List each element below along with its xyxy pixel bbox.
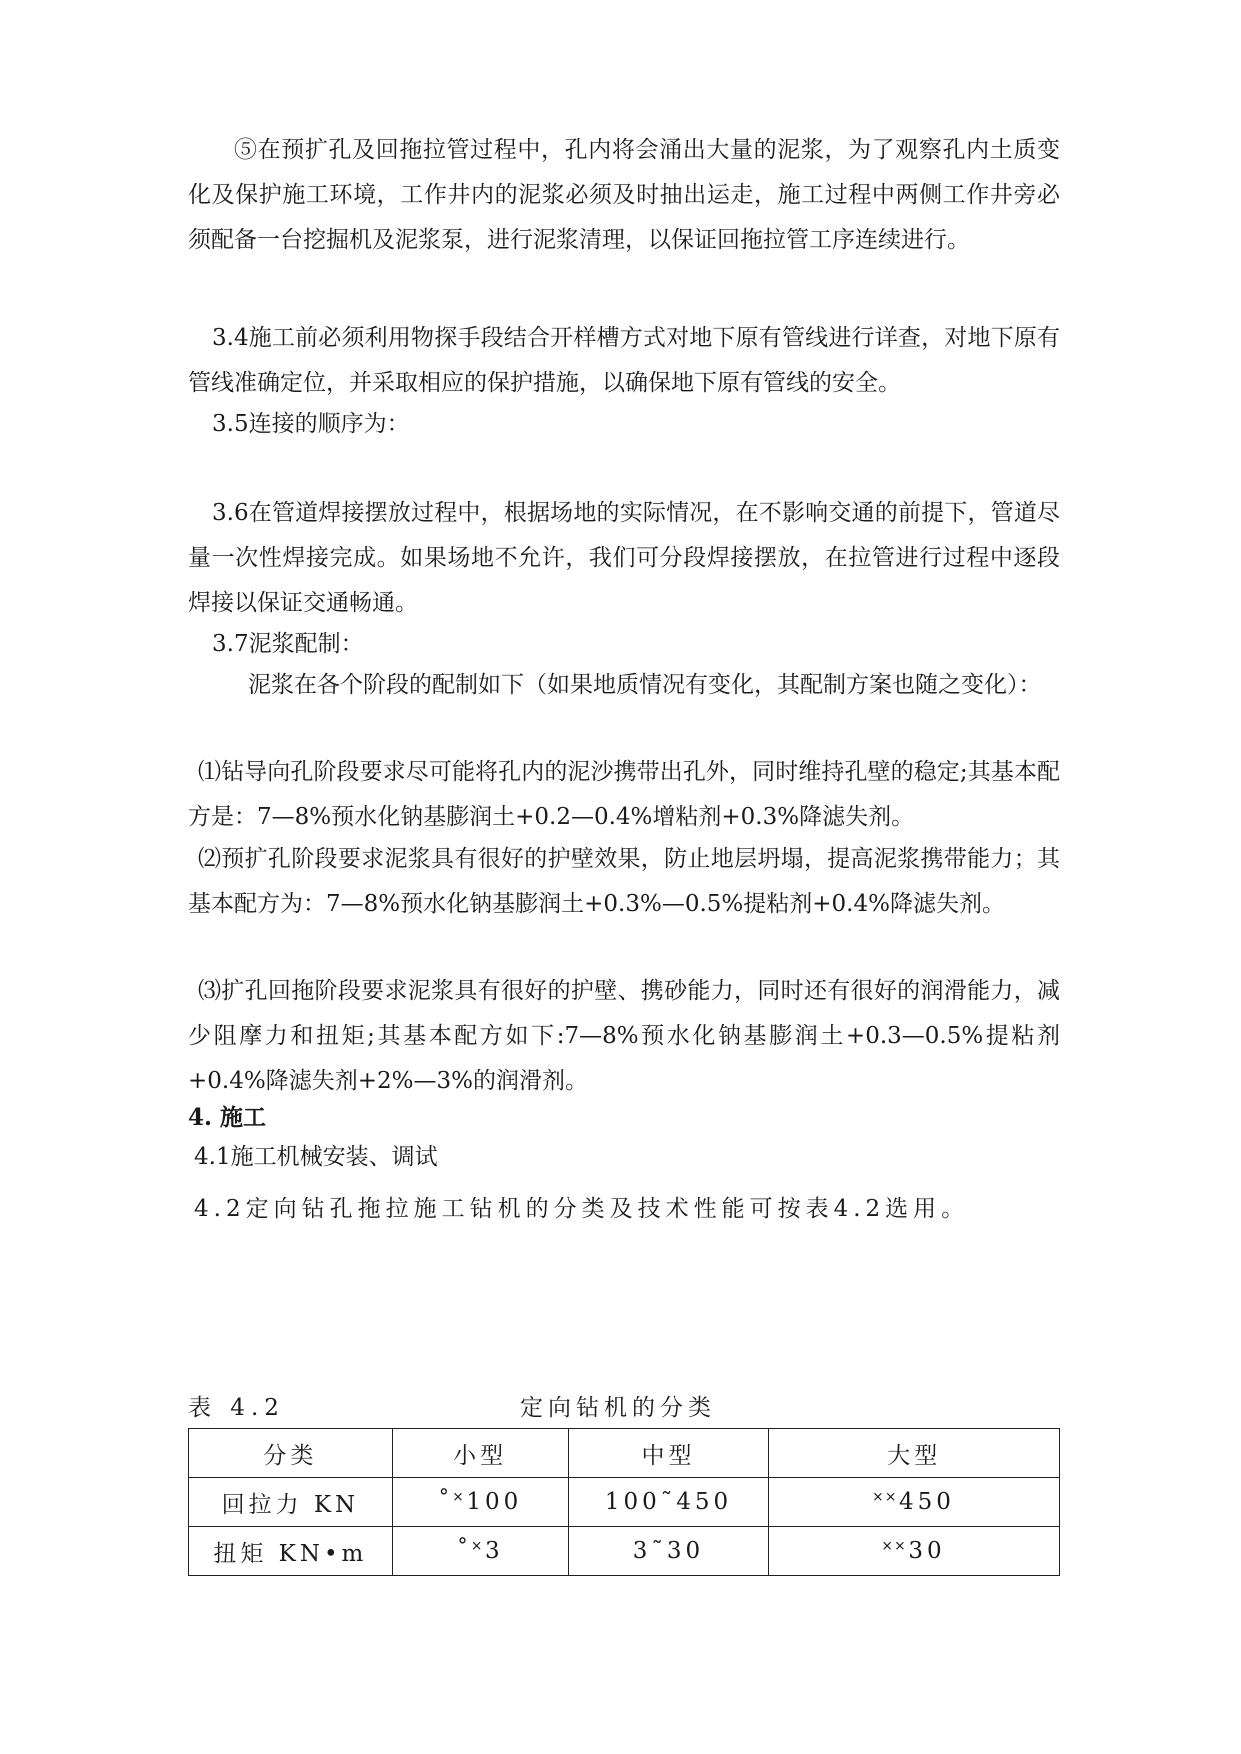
paragraph-3-6: 3.6在管道焊接摆放过程中，根据场地的实际情况，在不影响交通的前提下，管道尽量一次性焊接完成。如果场地不允许，我们可分段焊接摆放，在拉管进行过程中逐段焊接以保证交通畅通。 <box>188 500 1060 616</box>
table-header-cell: 大型 <box>769 1429 1060 1478</box>
table-cell: 回拉力 KN <box>189 1478 393 1527</box>
table-cell: 3˜30 <box>568 1527 769 1576</box>
table-header-cell: 中型 <box>568 1429 769 1478</box>
table-row <box>189 1478 1060 1527</box>
table-cell: 100˜450 <box>568 1478 769 1527</box>
table-cell: ˟˟30 <box>769 1527 1060 1576</box>
paragraph-3-7: 3.7泥浆配制： <box>212 631 364 657</box>
table-cell: 扭矩 KN•m <box>189 1527 393 1576</box>
table-cell: ˟˟450 <box>769 1478 1060 1527</box>
paragraph-reaming-pullback-mud: ⑶扩孔回拖阶段要求泥浆具有很好的护壁、携砂能力，同时还有很好的润滑能力，减少阻摩力和扭矩;其基本配方如下:7—8%预水化钠基膨润土+0.3—0.5%提粘剂+0.4%降滤失剂+2%—3%的润滑剂。 <box>188 978 1060 1094</box>
table-cell: ˚˟3 <box>392 1527 568 1576</box>
table-row <box>189 1527 1060 1576</box>
paragraph-mud-stages-intro: 泥浆在各个阶段的配制如下（如果地质情况有变化，其配制方案也随之变化）： <box>248 672 1042 698</box>
table-header-row <box>189 1429 1060 1478</box>
paragraph-backpull-mud: ⑤在预扩孔及回拖拉管过程中，孔内将会涌出大量的泥浆，为了观察孔内土质变化及保护施工环境，工作井内的泥浆必须及时抽出运走，施工过程中两侧工作井旁必须配备一台挖掘机及泥浆泵，进行泥浆清理，以保证回拖拉管工序连续进行。 <box>188 137 1060 253</box>
table-title: 定向钻机的分类 <box>520 1395 716 1421</box>
paragraph-pilot-hole-mud: ⑴钻导向孔阶段要求尽可能将孔内的泥沙携带出孔外，同时维持孔壁的稳定;其基本配方是：7—8%预水化钠基膨润土+0.2—0.4%增粘剂+0.3%降滤失剂。 <box>188 759 1060 830</box>
section-heading-construction: 4. 施工 <box>188 1104 267 1131</box>
table-number: 表 4.2 <box>188 1395 285 1421</box>
drill-classification-table <box>188 1428 1060 1576</box>
paragraph-3-5: 3.5连接的顺序为： <box>212 411 410 437</box>
table-header-cell: 分类 <box>189 1429 393 1478</box>
paragraph-prereaming-mud: ⑵预扩孔阶段要求泥浆具有很好的护壁效果，防止地层坍塌，提高泥浆携带能力；其基本配方为：7—8%预水化钠基膨润土+0.3%—0.5%提粘剂+0.4%降滤失剂。 <box>188 846 1060 917</box>
table-header-cell: 小型 <box>392 1429 568 1478</box>
table-cell: ˚˟100 <box>392 1478 568 1527</box>
paragraph-4-1: 4.1施工机械安装、调试 <box>194 1144 438 1170</box>
paragraph-3-4: 3.4施工前必须利用物探手段结合开样槽方式对地下原有管线进行详查，对地下原有管线准确定位，并采取相应的保护措施，以确保地下原有管线的安全。 <box>188 325 1060 396</box>
paragraph-4-2: 4.2定向钻孔拖拉施工钻机的分类及技术性能可按表4.2选用。 <box>194 1196 970 1222</box>
